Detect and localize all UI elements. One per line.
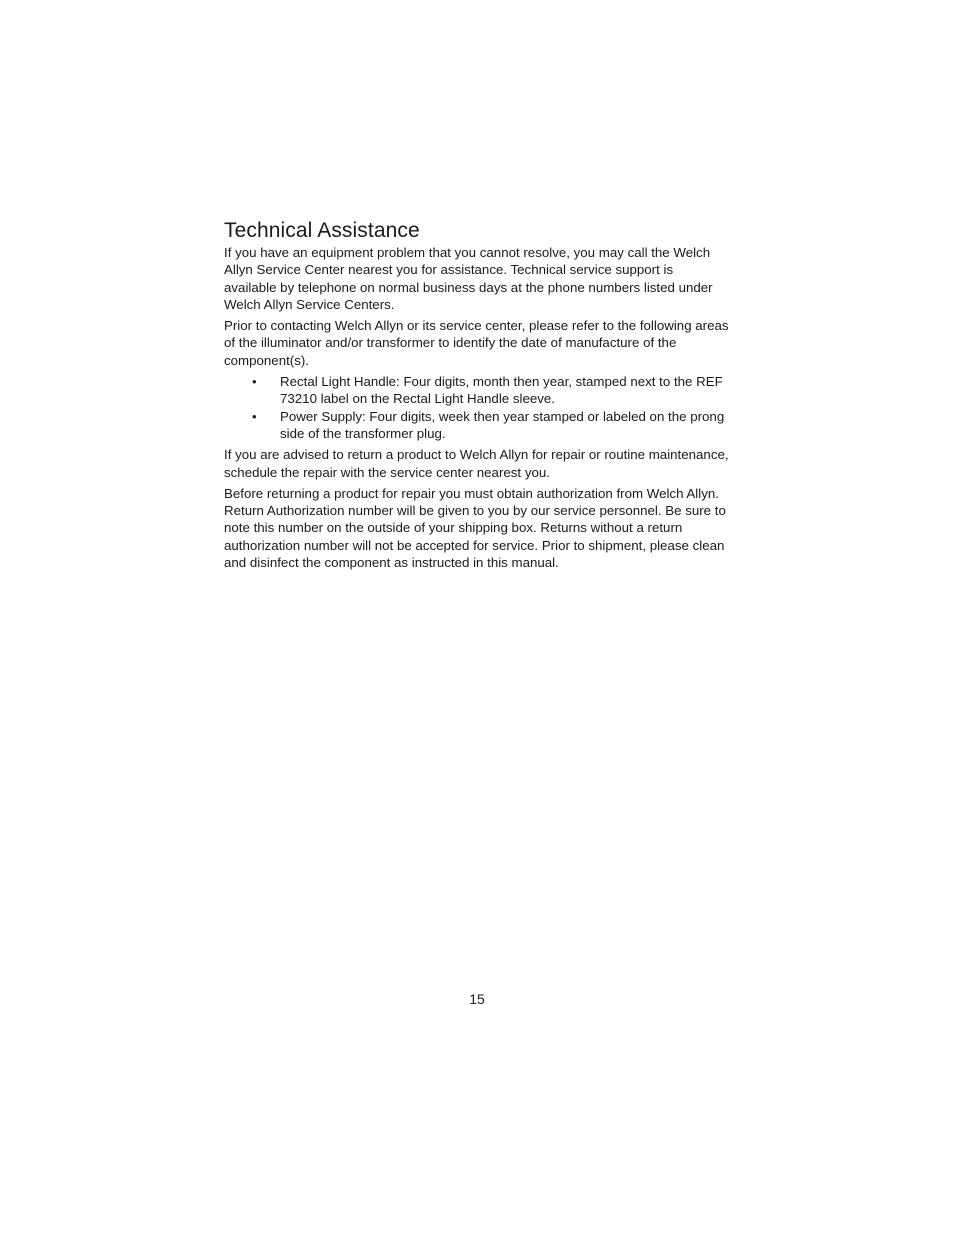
page-number: 15 xyxy=(469,991,485,1007)
bullet-icon: • xyxy=(252,408,257,424)
page-content xyxy=(224,218,729,575)
paragraph-return-authorization: Before returning a product for repair you must obtain authorization from Welch Allyn. Return Authorization number will be given to you by our service personnel. Be sure to note this number on the outside of your shipping box. Returns without a return authorization number will not be accepted for service. Prior to shipment, please clean and disinfect the component as instructed in this manual. xyxy=(224,485,726,571)
list-item xyxy=(224,373,729,408)
paragraph-manufacture-date: Prior to contacting Welch Allyn or its service center, please refer to the following areas of the illuminator and/or transformer to identify the date of manufacture of the component(s). xyxy=(224,318,729,368)
manufacture-date-list xyxy=(224,373,729,442)
paragraph-return-advice: If you are advised to return a product to Welch Allyn for repair or routine maintenance, schedule the repair with the service center nearest you. xyxy=(224,447,729,480)
list-item-text: Power Supply: Four digits, week then year stamped or labeled on the prong side of the transformer plug. xyxy=(280,408,725,441)
paragraph-intro: If you have an equipment problem that you cannot resolve, you may call the Welch Allyn Service Center nearest you for assistance. Technical service support is available by telephone on normal business days at the phone numbers listed under Welch Allyn Service Centers. xyxy=(224,245,713,312)
list-item xyxy=(224,408,729,443)
section-title: Technical Assistance xyxy=(224,219,420,242)
bullet-icon: • xyxy=(252,374,257,390)
list-item-text: Rectal Light Handle: Four digits, month then year, stamped next to the REF 73210 label on the Rectal Light Handle sleeve. xyxy=(280,374,723,407)
